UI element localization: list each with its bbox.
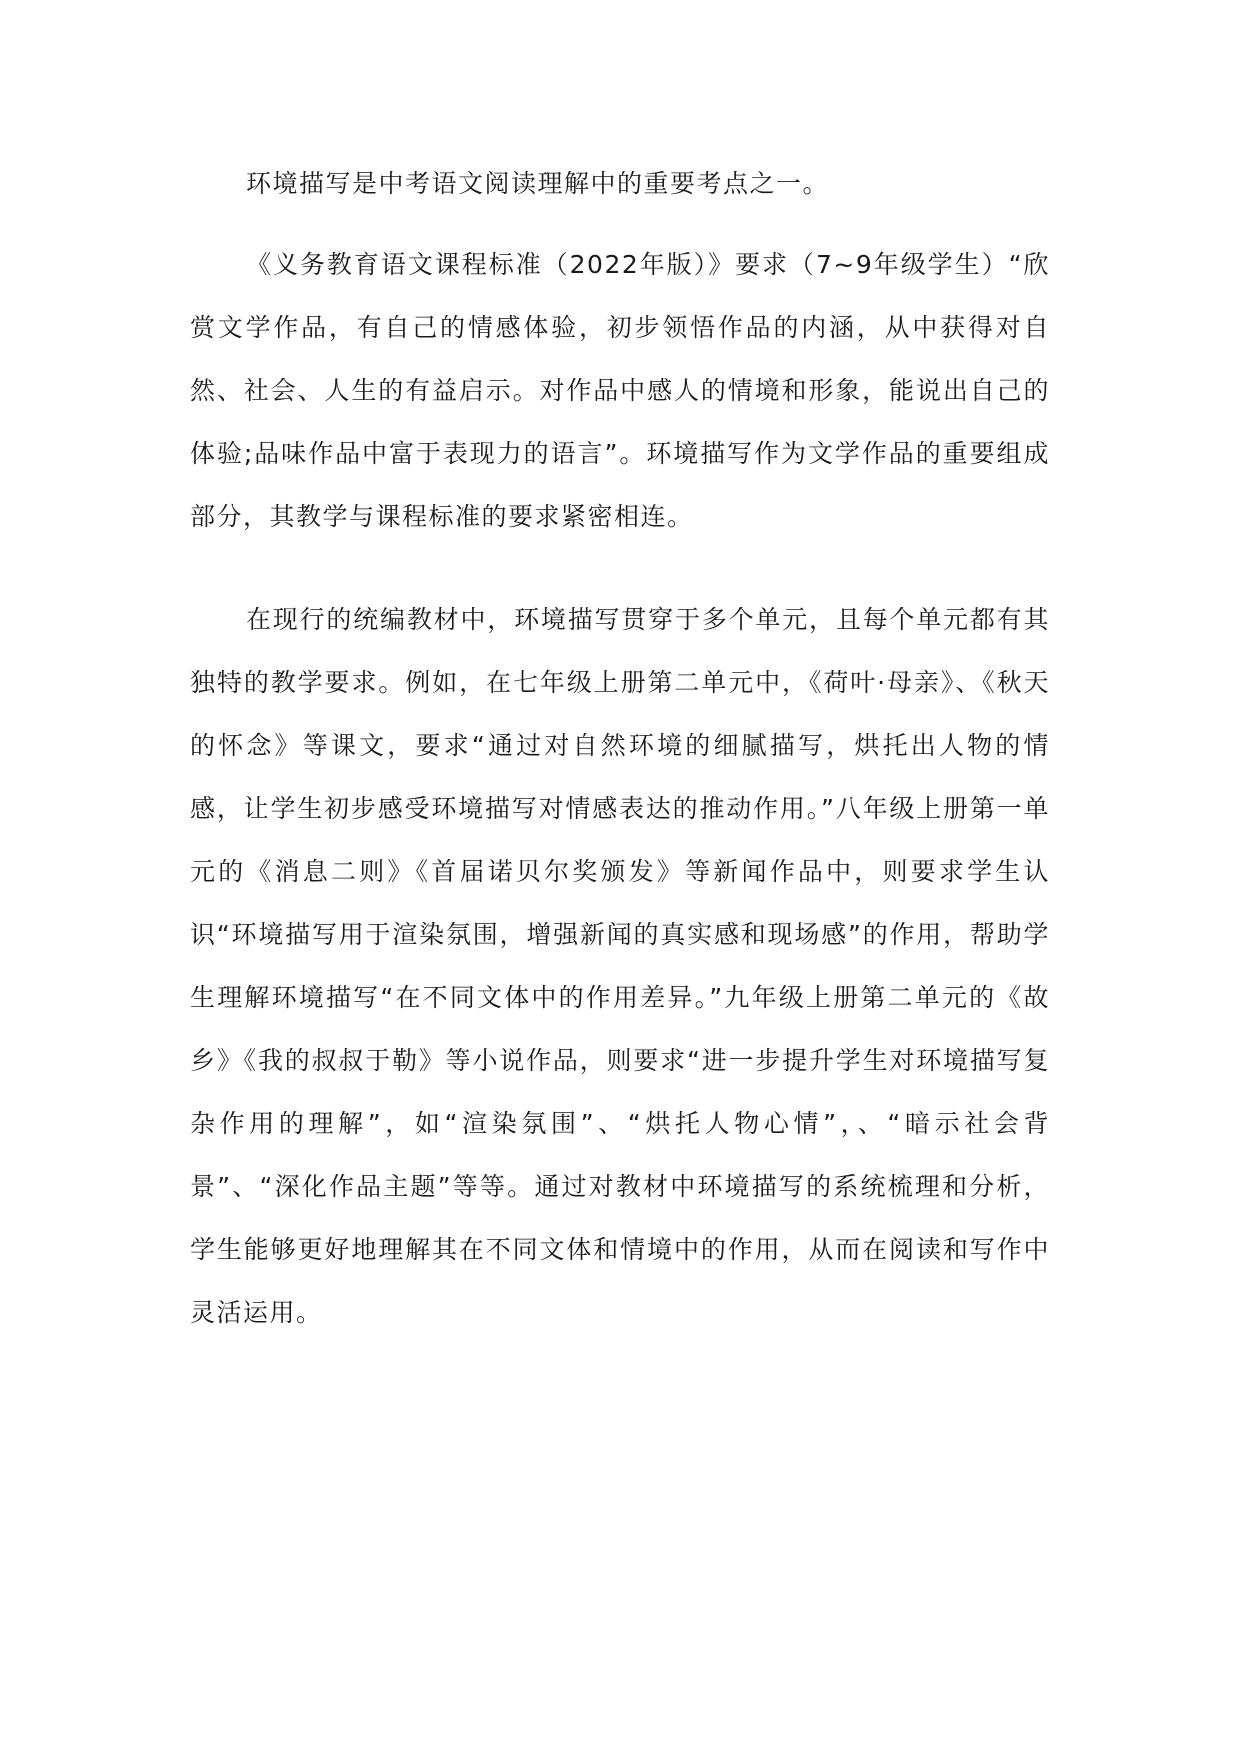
paragraph-curriculum-standard: 《义务教育语文课程标准（2022年版）》要求（7~9年级学生）“欣赏文学作品，有自己的情感体验，初步领悟作品的内涵，从中获得对自然、社会、人生的有益启示。对作品中感人的情境和形象，能说出自己的体验;品味作品中富于表现力的语言”。环境描写作为文学作品的重要组成部分，其教学与课程标准的要求紧密相连。	[190, 250, 1050, 531]
paragraph-intro: 环境描写是中考语文阅读理解中的重要考点之一。	[246, 169, 830, 198]
paragraph-textbook-analysis: 在现行的统编教材中，环境描写贯穿于多个单元，且每个单元都有其独特的教学要求。例如，在七年级上册第二单元中，《荷叶·母亲》、《秋天的怀念》等课文，要求“通过对自然环境的细腻描写，烘托出人物的情感，让学生初步感受环境描写对情感表达的推动作用。”八年级上册第一单元的《消息二则》《首届诺贝尔奖颁发》等新闻作品中，则要求学生认识“环境描写用于渲染氛围，增强新闻的真实感和现场感”的作用，帮助学生理解环境描写“在不同文体中的作用差异。”九年级上册第二单元的《故乡》《我的叔叔于勒》等小说作品，则要求“进一步提升学生对环境描写复杂作用的理解”，如“渲染氛围”、“烘托人物心情”，、“暗示社会背景”、“深化作品主题”等等。通过对教材中环境描写的系统梳理和分析，学生能够更好地理解其在不同文体和情境中的作用，从而在阅读和写作中灵活运用。	[190, 605, 1050, 1327]
